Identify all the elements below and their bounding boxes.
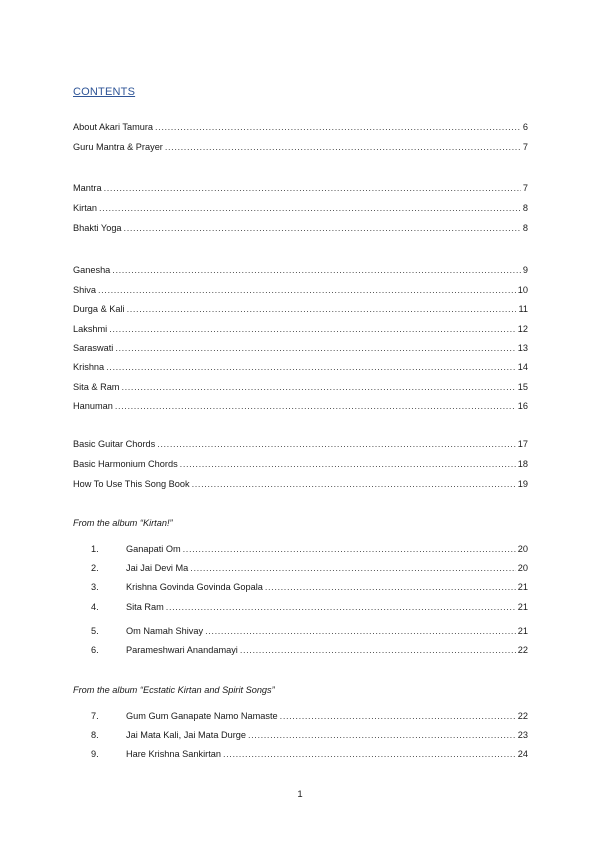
song-number: 9. (91, 749, 99, 759)
toc-entry-page: 14 (517, 362, 528, 372)
song-title: Jai Jai Devi Ma (126, 563, 189, 573)
song-page: 21 (517, 602, 528, 612)
toc-entry (73, 221, 528, 235)
contents-heading: CONTENTS (73, 86, 136, 98)
toc-entry-title: Mantra (73, 183, 102, 193)
song-entry (91, 709, 528, 723)
song-number: 1. (91, 544, 99, 554)
song-entry (91, 643, 528, 657)
dot-leader (166, 600, 516, 614)
song-title: Ganapati Om (126, 544, 181, 554)
dot-leader (165, 140, 521, 154)
song-title: Gum Gum Ganapate Namo Namaste (126, 711, 278, 721)
song-page: 22 (517, 645, 528, 655)
song-entry (91, 561, 528, 575)
toc-entry (73, 380, 528, 394)
song-number: 7. (91, 711, 99, 721)
toc-entry-title: Saraswati (73, 343, 114, 353)
song-page: 22 (517, 711, 528, 721)
song-page: 24 (517, 749, 528, 759)
song-number: 3. (91, 582, 99, 592)
toc-entry-page: 13 (517, 343, 528, 353)
song-entry (91, 542, 528, 556)
song-page: 21 (517, 582, 528, 592)
album-label: From the album “Ecstatic Kirtan and Spirit Songs” (73, 685, 275, 695)
toc-entry-page: 16 (517, 401, 528, 411)
dot-leader (112, 263, 521, 277)
album-label: From the album “Kirtan!” (73, 518, 173, 528)
toc-entry (73, 140, 528, 154)
toc-entry-title: Bhakti Yoga (73, 223, 122, 233)
song-page: 20 (517, 544, 528, 554)
song-number: 2. (91, 563, 99, 573)
song-entry (91, 580, 528, 594)
toc-entry-title: Durga & Kali (73, 304, 125, 314)
toc-entry-title: Basic Harmonium Chords (73, 459, 178, 469)
toc-entry (73, 201, 528, 215)
dot-leader (205, 624, 516, 638)
dot-leader (127, 302, 517, 316)
dot-leader (190, 561, 515, 575)
toc-entry-title: Ganesha (73, 265, 111, 275)
song-title: Om Namah Shivay (126, 626, 204, 636)
toc-entry-page: 8 (522, 223, 528, 233)
toc-entry-page: 19 (517, 479, 528, 489)
dot-leader (192, 477, 516, 491)
dot-leader (265, 580, 516, 594)
dot-leader (248, 728, 516, 742)
toc-entry (73, 399, 528, 413)
song-title: Hare Krishna Sankirtan (126, 749, 221, 759)
song-number: 6. (91, 645, 99, 655)
song-page: 20 (517, 563, 528, 573)
song-entry (91, 624, 528, 638)
toc-entry-page: 17 (517, 439, 528, 449)
song-title: Jai Mata Kali, Jai Mata Durge (126, 730, 246, 740)
dot-leader (240, 643, 516, 657)
toc-entry (73, 181, 528, 195)
toc-entry-page: 10 (517, 285, 528, 295)
dot-leader (180, 457, 516, 471)
toc-entry-page: 9 (522, 265, 528, 275)
dot-leader (183, 542, 516, 556)
toc-entry-title: Krishna (73, 362, 105, 372)
song-number: 5. (91, 626, 99, 636)
dot-leader (98, 283, 516, 297)
song-title: Krishna Govinda Govinda Gopala (126, 582, 263, 592)
toc-entry (73, 360, 528, 374)
toc-entry-title: Guru Mantra & Prayer (73, 142, 163, 152)
toc-entry-title: Shiva (73, 285, 96, 295)
page-number: 1 (297, 789, 303, 800)
toc-entry (73, 477, 528, 491)
song-title: Sita Ram (126, 602, 164, 612)
toc-entry-page: 8 (522, 203, 528, 213)
song-title: Parameshwari Anandamayi (126, 645, 238, 655)
toc-entry (73, 302, 528, 316)
toc-entry (73, 341, 528, 355)
dot-leader (99, 201, 521, 215)
toc-entry-title: Hanuman (73, 401, 113, 411)
song-number: 8. (91, 730, 99, 740)
dot-leader (280, 709, 516, 723)
toc-entry-title: Kirtan (73, 203, 98, 213)
toc-entry-page: 15 (517, 382, 528, 392)
toc-entry-title: Lakshmi (73, 324, 108, 334)
dot-leader (115, 399, 516, 413)
song-page: 23 (517, 730, 528, 740)
dot-leader (157, 437, 516, 451)
dot-leader (104, 181, 521, 195)
song-number: 4. (91, 602, 99, 612)
toc-entry-title: Basic Guitar Chords (73, 439, 156, 449)
dot-leader (115, 341, 515, 355)
dot-leader (124, 221, 521, 235)
toc-entry (73, 263, 528, 277)
toc-entry-page: 11 (518, 304, 528, 314)
toc-entry-title: How To Use This Song Book (73, 479, 190, 489)
toc-entry-page: 12 (517, 324, 528, 334)
toc-entry-page: 18 (517, 459, 528, 469)
toc-entry (73, 437, 528, 451)
song-entry (91, 728, 528, 742)
toc-entry (73, 120, 528, 134)
dot-leader (109, 322, 516, 336)
song-entry (91, 600, 528, 614)
dot-leader (223, 747, 516, 761)
toc-entry (73, 283, 528, 297)
toc-entry-title: About Akari Tamura (73, 122, 154, 132)
dot-leader (106, 360, 516, 374)
song-page: 21 (517, 626, 528, 636)
toc-entry (73, 322, 528, 336)
toc-entry-title: Sita & Ram (73, 382, 120, 392)
toc-entry (73, 457, 528, 471)
dot-leader (155, 120, 521, 134)
dot-leader (121, 380, 515, 394)
toc-entry-page: 7 (522, 142, 528, 152)
song-entry (91, 747, 528, 761)
toc-entry-page: 6 (522, 122, 528, 132)
toc-entry-page: 7 (522, 183, 528, 193)
